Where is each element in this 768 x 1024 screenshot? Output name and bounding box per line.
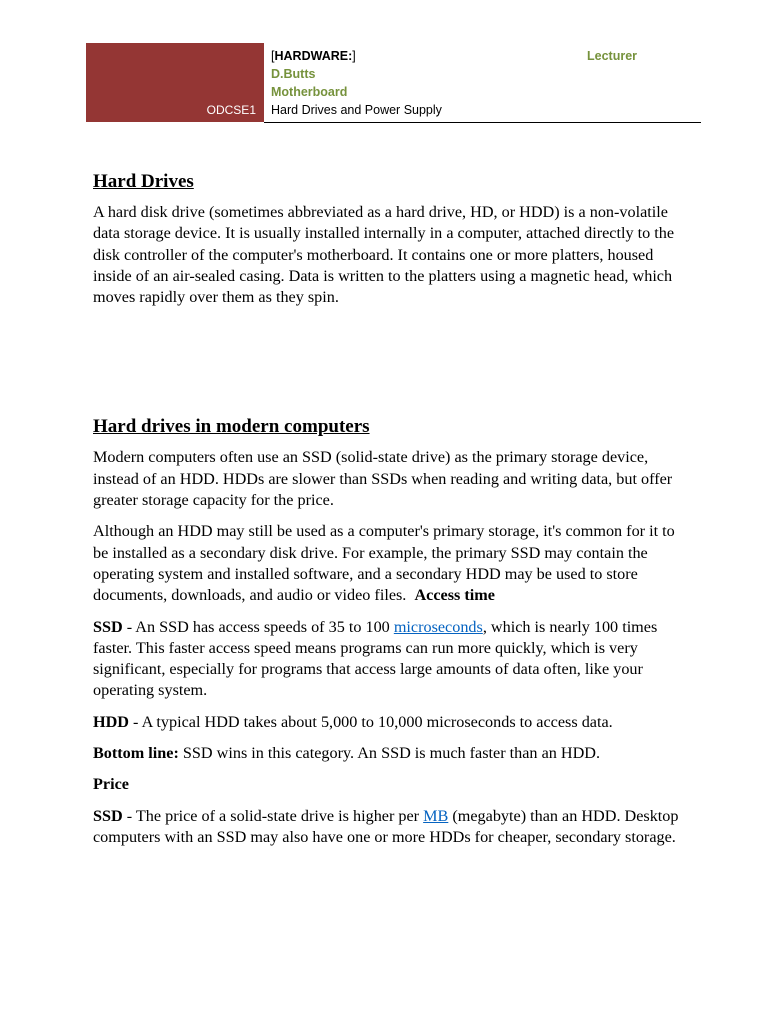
- subject-title: Hard Drives and Power Supply: [271, 103, 442, 117]
- price-ssd-label: SSD: [93, 806, 123, 825]
- paragraph-modern-2-text: Although an HDD may still be used as a computer's primary storage, it's common for it to be installed as a secondary disk drive. For example, the primary SSD may contain the operating system and installed software, and a secondary HDD may be used to store documents, downloads, and audio or video files.: [93, 522, 675, 605]
- header-divider: [264, 122, 701, 123]
- paragraph-modern-1: Modern computers often use an SSD (solid-state drive) as the primary storage device, instead of an HDD. HDDs are slower than SSDs when reading and writing data, but offer greater storage capacity for the price.: [93, 448, 673, 510]
- price-ssd-text-a: - The price of a solid-state drive is higher per: [122, 806, 424, 825]
- lecturer-label: Lecturer: [587, 49, 638, 63]
- paragraph-hard-drives: A hard disk drive (sometimes abbreviated as a hard drive, HD, or HDD) is a non-volatile data storage device. It is usually installed internally in a computer, attached directly to the disk controller of the computer's motherboard. It contains one or more platters, housed inside of an air-sealed casing. Data is written to the platters using a magnetic head, which moves rapidly over them as they spin.: [93, 203, 675, 307]
- hdd-text: - A typical HDD takes about 5,000 to 10,000 microseconds to access data.: [128, 712, 613, 731]
- paragraph-hdd-access: [93, 712, 693, 733]
- price-ssd-text-b: (megabyte) than an HDD. Desktop computers with an SSD may also have one or more HDDs for cheaper, secondary storage.: [93, 806, 679, 846]
- document-body: [93, 168, 693, 848]
- access-time-heading: Access time: [414, 586, 495, 605]
- paragraph-ssd-access: [93, 617, 693, 702]
- header-color-block: [86, 43, 264, 122]
- section-heading-modern: Hard drives in modern computers: [93, 416, 370, 438]
- price-heading: [93, 774, 693, 795]
- category-line: [271, 47, 442, 65]
- bottom-line-text: SSD wins in this category. An SSD is much faster than an HDD.: [178, 744, 601, 763]
- category-label: HARDWARE:: [274, 49, 353, 63]
- hdd-label: HDD: [93, 712, 129, 731]
- bottom-line-label: Bottom line:: [93, 744, 179, 763]
- author-name: D.Butts: [271, 67, 316, 81]
- price-heading-text: Price: [93, 775, 129, 794]
- ssd-text-b: , which is nearly 100 times faster. This faster access speed means programs can run more quickly, which is very significant, especially for programs that access large amounts of data often, like your operating system.: [93, 617, 658, 700]
- header-text: [271, 47, 442, 119]
- topic-label: Motherboard: [271, 85, 348, 99]
- bracket-close: ]: [352, 49, 356, 63]
- ssd-label: SSD: [93, 617, 123, 636]
- paragraph-price-ssd: [93, 806, 693, 849]
- section-heading-hard-drives: Hard Drives: [93, 171, 194, 192]
- bracket-open: [: [271, 49, 275, 63]
- paragraph-modern-2: [93, 521, 693, 606]
- microseconds-link[interactable]: microseconds: [393, 617, 483, 636]
- mb-link[interactable]: MB: [423, 806, 449, 825]
- course-code: ODCSE1: [206, 103, 256, 117]
- paragraph-bottom-line: [93, 743, 693, 764]
- ssd-text-a: - An SSD has access speeds of 35 to 100: [122, 617, 394, 636]
